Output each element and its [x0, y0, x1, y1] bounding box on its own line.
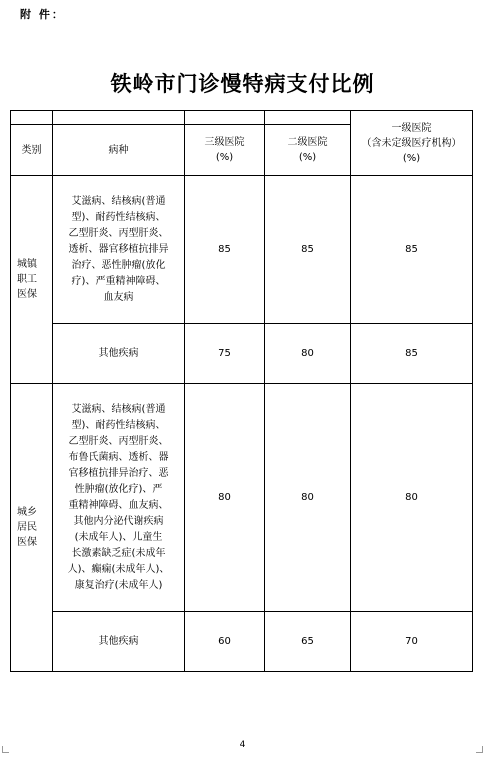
- table-row: [11, 612, 473, 672]
- table-row: [11, 384, 473, 612]
- disease-line: 乙型肝炎、丙型肝炎、: [68, 227, 169, 239]
- document-title: 铁岭市门诊慢特病支付比例: [110, 71, 375, 96]
- category-cell-urban-employee: [11, 176, 53, 384]
- empty-cell: [185, 111, 265, 125]
- disease-line: 治疗、恶性肿瘤(放化: [71, 259, 166, 271]
- header-level2: [265, 125, 351, 176]
- disease-cell: [53, 384, 185, 612]
- ratio-level1: 70: [351, 612, 473, 672]
- table-spacer-row: [11, 111, 473, 125]
- crop-mark-icon: [2, 746, 9, 753]
- category-cell-urban-rural-resident: [11, 384, 53, 672]
- header-level2-line: 二级医院: [287, 137, 328, 148]
- disease-line: 性肿瘤(放化疗)、严: [74, 483, 163, 495]
- attachment-label: 附 件：: [20, 8, 65, 21]
- disease-line: 血友病: [103, 291, 134, 303]
- ratio-level2: 80: [265, 384, 351, 612]
- disease-line: 其他内分泌代谢疾病: [73, 515, 164, 527]
- ratio-level2: 65: [265, 612, 351, 672]
- header-disease: 病种: [53, 125, 185, 176]
- disease-line: 乙型肝炎、丙型肝炎、: [68, 435, 169, 447]
- ratio-level1: 85: [351, 324, 473, 384]
- disease-cell: 其他疾病: [53, 324, 185, 384]
- header-level2-line: (%): [298, 152, 317, 163]
- category-line: 医保: [17, 537, 37, 548]
- disease-line: 型)、耐药性结核病、: [71, 211, 166, 223]
- crop-mark-icon: [476, 746, 483, 753]
- page-number: 4: [239, 740, 246, 750]
- ratio-level3: 80: [185, 384, 265, 612]
- header-level1-line: （含未定级医疗机构）: [361, 137, 462, 149]
- header-level3-line: (%): [215, 152, 234, 163]
- category-line: 居民: [17, 522, 37, 533]
- ratio-level1: 80: [351, 384, 473, 612]
- category-line: 医保: [17, 289, 37, 300]
- table-row: [11, 324, 473, 384]
- disease-line: 人)、癫痫(未成年人)、: [67, 563, 170, 575]
- disease-cell: [53, 176, 185, 324]
- table-row: [11, 176, 473, 324]
- header-level3-line: 三级医院: [204, 137, 245, 148]
- header-level3: [185, 125, 265, 176]
- ratio-level1: 85: [351, 176, 473, 324]
- disease-line: 布鲁氏菌病、透析、器: [68, 451, 169, 463]
- header-level1-line: (%): [402, 152, 421, 164]
- disease-line: 长激素缺乏症(未成年: [71, 547, 166, 559]
- disease-line: (未成年人)、儿童生: [74, 531, 163, 543]
- category-line: 职工: [17, 274, 37, 285]
- disease-line: 康复治疗(未成年人): [74, 579, 163, 591]
- ratio-level2: 85: [265, 176, 351, 324]
- category-line: 城乡: [17, 507, 37, 518]
- header-level1: [351, 111, 473, 176]
- payment-ratio-table: [10, 110, 473, 672]
- disease-line: 型)、耐药性结核病、: [71, 419, 166, 431]
- ratio-level3: 75: [185, 324, 265, 384]
- empty-cell: [53, 111, 185, 125]
- disease-cell: 其他疾病: [53, 612, 185, 672]
- header-category: 类别: [11, 125, 53, 176]
- disease-line: 艾滋病、结核病(普通: [71, 403, 166, 415]
- category-line: 城镇: [17, 259, 37, 270]
- disease-line: 透析、器官移植抗排异: [68, 243, 169, 255]
- disease-line: 疗)、严重精神障碍、: [71, 275, 166, 287]
- disease-line: 艾滋病、结核病(普通: [71, 195, 166, 207]
- ratio-level3: 85: [185, 176, 265, 324]
- ratio-level3: 60: [185, 612, 265, 672]
- empty-cell: [11, 111, 53, 125]
- empty-cell: [265, 111, 351, 125]
- disease-line: 重精神障碍、血友病、: [68, 499, 169, 511]
- ratio-level2: 80: [265, 324, 351, 384]
- header-level1-line: 一级医院: [391, 122, 432, 134]
- disease-line: 官移植抗排异治疗、恶: [68, 467, 169, 479]
